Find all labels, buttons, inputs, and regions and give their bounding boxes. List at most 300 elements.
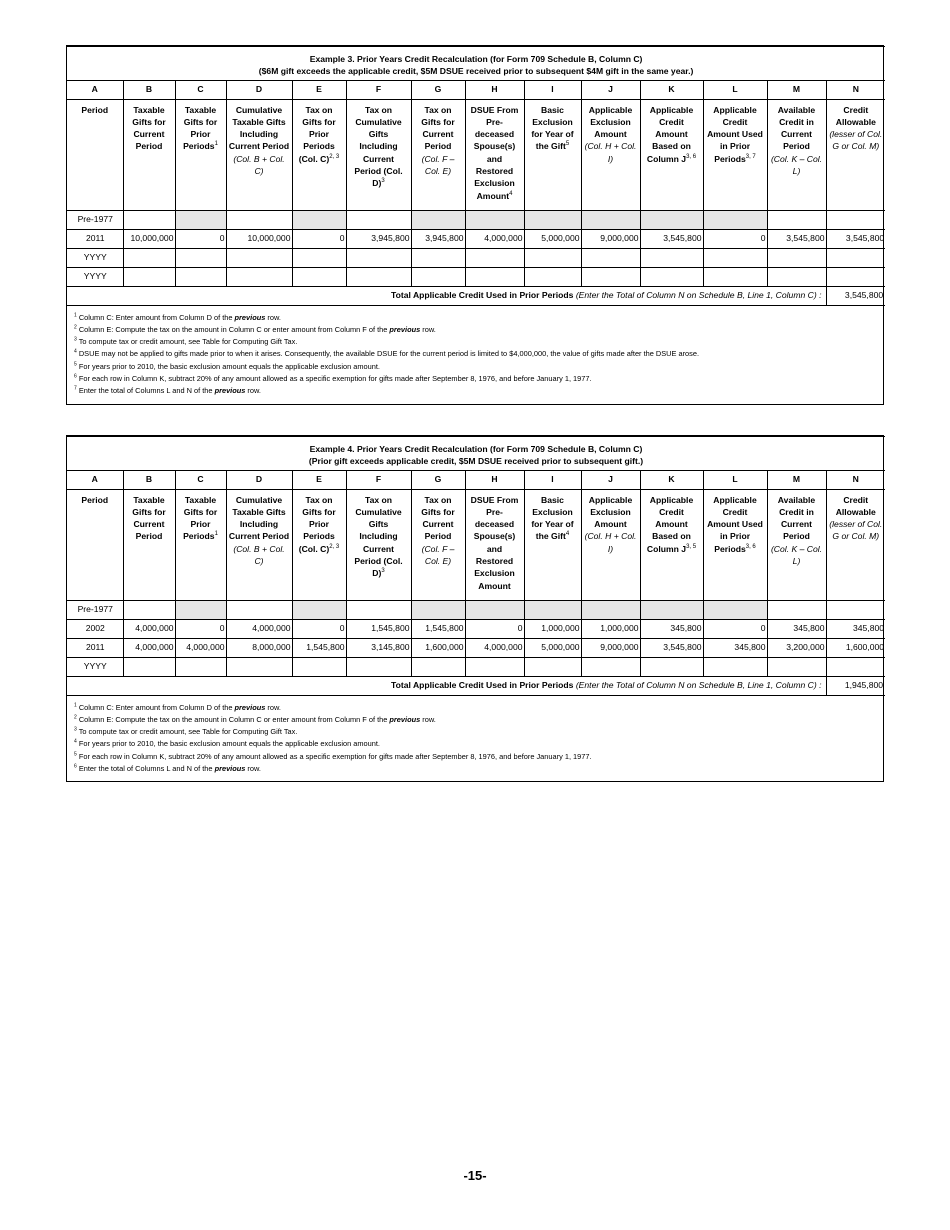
table-cell — [465, 210, 524, 229]
table-cell: 0 — [465, 619, 524, 638]
footnote-ref: 3 — [381, 178, 385, 185]
example-4-table — [66, 435, 884, 782]
column-letter: G — [411, 470, 465, 489]
column-header — [581, 99, 640, 210]
table-cell — [411, 657, 465, 676]
total-instruction: (Enter the Total of Column N on Schedule B, Line 1, Column C) : — [575, 680, 822, 691]
column-letter: H — [465, 80, 524, 99]
footnote-emphasis: previous — [389, 714, 421, 724]
table-cell — [175, 248, 226, 267]
table-cell — [581, 267, 640, 286]
column-letter: A — [67, 470, 123, 489]
footnote-emphasis: previous — [214, 386, 246, 396]
footnote-text-end: row. — [420, 324, 436, 334]
footnote-ref: 1 — [214, 531, 218, 538]
column-header — [226, 99, 292, 210]
total-label — [67, 286, 826, 305]
column-header — [767, 99, 826, 210]
column-letter: J — [581, 80, 640, 99]
header-label: Basic Exclusion for Year of the Gift — [531, 104, 574, 152]
column-letter: N — [826, 80, 885, 99]
footnote-text: For each row in Column K, subtract 20% of any amount allowed as a specific exemption for gifts made after September 8, 1976, and before January 1, 1977. — [78, 751, 592, 761]
table-cell — [524, 600, 581, 619]
footnote-number: 5 — [74, 751, 77, 758]
page-number: -15- — [463, 1168, 487, 1183]
table-cell — [175, 267, 226, 286]
column-letter: A — [67, 80, 123, 99]
table-cell: 4,000,000 — [175, 638, 226, 657]
credit-table — [67, 46, 885, 306]
table-cell — [524, 657, 581, 676]
period-cell: Pre-1977 — [67, 600, 123, 619]
table-cell: 1,000,000 — [581, 619, 640, 638]
table-cell: 3,200,000 — [767, 638, 826, 657]
footnote-text: Column E: Compute the tax on the amount in Column C or enter amount from Column F of the — [78, 714, 390, 724]
table-cell — [524, 248, 581, 267]
title-line-2: (Prior gift exceeds applicable credit, $5M DSUE received prior to subsequent gift.) — [308, 456, 644, 467]
footnote — [74, 324, 878, 336]
footnote — [74, 714, 878, 726]
footnote — [74, 361, 878, 373]
header-label: Applicable Exclusion Amount — [588, 104, 633, 140]
footnote-text: For each row in Column K, subtract 20% of any amount allowed as a specific exemption for gifts made after September 8, 1976, and before January 1, 1977. — [78, 374, 592, 384]
footnote-number: 7 — [74, 385, 77, 392]
table-cell — [411, 210, 465, 229]
column-header — [292, 99, 346, 210]
column-header — [826, 489, 885, 600]
footnote — [74, 312, 878, 324]
column-letter: M — [767, 80, 826, 99]
table-cell — [581, 210, 640, 229]
period-cell: YYYY — [67, 267, 123, 286]
total-label-text: Total Applicable Credit Used in Prior Periods — [391, 290, 574, 301]
example-3-table — [66, 45, 884, 405]
column-letter: M — [767, 470, 826, 489]
header-label: Cumulative Taxable Gifts Including Current Period — [228, 494, 290, 542]
header-label: DSUE From Pre-deceased Spouse(s) and Restored Exclusion Amount — [470, 104, 519, 201]
footnote-ref: 4 — [509, 190, 513, 197]
table-row — [67, 619, 885, 638]
table-cell — [826, 600, 885, 619]
table-cell — [826, 267, 885, 286]
footnote — [74, 373, 878, 385]
table-row — [67, 267, 885, 286]
footnote-emphasis: previous — [214, 764, 246, 774]
table-cell — [346, 210, 411, 229]
table-cell — [767, 600, 826, 619]
column-header — [767, 489, 826, 600]
table-row — [67, 210, 885, 229]
title-line-1: Example 4. Prior Years Credit Recalculation (for Form 709 Schedule B, Column C) — [309, 444, 643, 454]
footnote — [74, 348, 878, 360]
footnote-ref: 3, 5 — [686, 543, 697, 550]
header-formula: (Col. H + Col. I) — [584, 141, 637, 164]
column-header — [175, 99, 226, 210]
table-cell — [640, 210, 703, 229]
table-cell — [465, 248, 524, 267]
column-letter: D — [226, 80, 292, 99]
footnote-number: 2 — [74, 324, 77, 331]
period-cell: 2011 — [67, 638, 123, 657]
table-cell — [292, 210, 346, 229]
table-cell — [640, 267, 703, 286]
table-cell — [175, 657, 226, 676]
column-letter: E — [292, 80, 346, 99]
footnote-number: 4 — [74, 739, 77, 746]
table-cell: 0 — [292, 619, 346, 638]
footnote-ref: 3, 6 — [686, 153, 697, 160]
column-header — [465, 99, 524, 210]
column-letter: L — [703, 80, 767, 99]
column-letter: K — [640, 80, 703, 99]
footnote-number: 2 — [74, 714, 77, 721]
footnote-ref: 4 — [565, 531, 570, 538]
table-cell: 0 — [703, 229, 767, 248]
header-label: Taxable Gifts for Prior Periods — [183, 104, 218, 152]
column-header — [123, 99, 175, 210]
footnote-number: 6 — [74, 763, 77, 770]
table-cell — [292, 248, 346, 267]
table-cell — [123, 657, 175, 676]
period-cell: YYYY — [67, 248, 123, 267]
table-cell — [640, 657, 703, 676]
table-cell — [465, 600, 524, 619]
footnotes — [67, 696, 883, 782]
header-label: Basic Exclusion for Year of the Gift — [531, 494, 574, 542]
table-cell: 4,000,000 — [123, 638, 175, 657]
header-formula: (Col. F – Col. E) — [421, 543, 455, 567]
table-cell — [703, 600, 767, 619]
footnote — [74, 738, 878, 750]
table-row — [67, 638, 885, 657]
table-cell: 345,800 — [640, 619, 703, 638]
column-header — [226, 489, 292, 600]
total-row — [67, 286, 885, 305]
table-cell — [346, 657, 411, 676]
header-label: Credit Allowable — [835, 494, 876, 517]
column-header — [581, 489, 640, 600]
title-line-2: ($6M gift exceeds the applicable credit, $5M DSUE received prior to subsequent $4M gift in the same year.) — [258, 66, 694, 77]
column-header — [292, 489, 346, 600]
table-cell: 9,000,000 — [581, 638, 640, 657]
column-letter: B — [123, 470, 175, 489]
column-header — [703, 99, 767, 210]
table-cell: 4,000,000 — [226, 619, 292, 638]
header-label: Taxable Gifts for Current Period — [132, 494, 166, 542]
footnote-ref: 1 — [214, 141, 218, 148]
footnote-ref: 3, 7 — [745, 153, 756, 160]
column-header — [346, 489, 411, 600]
footnote — [74, 702, 878, 714]
table-cell — [175, 600, 226, 619]
table-cell — [346, 267, 411, 286]
column-letter: D — [226, 470, 292, 489]
header-formula: (lesser of Col. G or Col. M) — [829, 519, 883, 542]
header-label: Applicable Exclusion Amount — [588, 494, 633, 530]
column-header — [123, 489, 175, 600]
column-header — [67, 489, 123, 600]
header-label: Cumulative Taxable Gifts Including Current Period — [228, 104, 290, 152]
table-cell — [767, 210, 826, 229]
header-formula: (Col. B + Col. C) — [233, 543, 285, 567]
table-row — [67, 600, 885, 619]
table-cell — [346, 248, 411, 267]
column-header — [524, 99, 581, 210]
table-cell: 5,000,000 — [524, 638, 581, 657]
column-letter: C — [175, 470, 226, 489]
footnote-emphasis: previous — [234, 702, 266, 712]
table-cell: 3,545,800 — [640, 638, 703, 657]
table-cell — [703, 267, 767, 286]
table-cell: 4,000,000 — [465, 229, 524, 248]
table-cell: 5,000,000 — [524, 229, 581, 248]
column-header — [524, 489, 581, 600]
column-letter-row — [67, 80, 885, 99]
period-cell: Pre-1977 — [67, 210, 123, 229]
footnote-text: Column C: Enter amount from Column D of the — [78, 702, 235, 712]
footnote-text: To compute tax or credit amount, see Table for Computing Gift Tax. — [78, 727, 298, 737]
table-cell: 3,545,800 — [826, 229, 885, 248]
table-cell: 3,945,800 — [411, 229, 465, 248]
footnote — [74, 763, 878, 775]
table-cell — [411, 267, 465, 286]
column-header-row — [67, 489, 885, 600]
footnote-text: For years prior to 2010, the basic exclusion amount equals the applicable exclusion amount. — [78, 739, 380, 749]
footnote-emphasis: previous — [389, 324, 421, 334]
table-cell — [226, 657, 292, 676]
header-formula: (Col. H + Col. I) — [584, 531, 637, 554]
footnote-text-end: row. — [245, 764, 261, 774]
table-cell — [123, 210, 175, 229]
column-letter: B — [123, 80, 175, 99]
table-cell: 1,545,800 — [292, 638, 346, 657]
table-cell: 345,800 — [703, 638, 767, 657]
table-cell: 10,000,000 — [226, 229, 292, 248]
table-cell — [826, 248, 885, 267]
footnote-text: DSUE may not be applied to gifts made prior to when it arises. Consequently, the available DSUE for the current period is limited to $4,000,000, the value of gifts made after the DSUE arose. — [78, 349, 700, 359]
total-label-text: Total Applicable Credit Used in Prior Periods — [391, 680, 574, 691]
column-letter: G — [411, 80, 465, 99]
table-cell — [226, 267, 292, 286]
footnote-number: 3 — [74, 726, 77, 733]
table-cell — [524, 210, 581, 229]
table-cell: 4,000,000 — [465, 638, 524, 657]
total-value: 3,545,800 — [826, 286, 885, 305]
footnote — [74, 726, 878, 738]
table-cell — [703, 657, 767, 676]
column-header — [640, 489, 703, 600]
footnote-text: For years prior to 2010, the basic exclusion amount equals the applicable exclusion amount. — [78, 361, 380, 371]
table-cell — [826, 657, 885, 676]
column-letter: K — [640, 470, 703, 489]
header-formula: (Col. B + Col. C) — [233, 153, 285, 177]
table-cell: 3,945,800 — [346, 229, 411, 248]
column-header-row — [67, 99, 885, 210]
column-letter: I — [524, 80, 581, 99]
table-cell: 0 — [703, 619, 767, 638]
header-label: Applicable Credit Amount Used in Prior Periods — [707, 494, 763, 554]
table-cell — [640, 600, 703, 619]
table-cell: 4,000,000 — [123, 619, 175, 638]
header-label: Tax on Gifts for Current Period — [421, 104, 455, 152]
table-cell — [346, 600, 411, 619]
column-letter: C — [175, 80, 226, 99]
column-letter: L — [703, 470, 767, 489]
table-cell: 345,800 — [826, 619, 885, 638]
footnote-text-end: row. — [265, 312, 281, 322]
credit-table — [67, 436, 885, 696]
table-cell: 10,000,000 — [123, 229, 175, 248]
table-row — [67, 229, 885, 248]
footnote-text: Column E: Compute the tax on the amount in Column C or enter amount from Column F of the — [78, 324, 390, 334]
column-header — [826, 99, 885, 210]
header-label: Tax on Gifts for Current Period — [421, 494, 455, 542]
header-label: Taxable Gifts for Prior Periods — [183, 494, 218, 542]
column-letter: N — [826, 470, 885, 489]
footnote — [74, 751, 878, 763]
footnote-number: 1 — [74, 702, 77, 709]
footnote-emphasis: previous — [234, 312, 266, 322]
column-letter-row — [67, 470, 885, 489]
header-label: Applicable Credit Amount Based on Column J — [646, 494, 694, 554]
table-cell — [767, 657, 826, 676]
footnote-text: Enter the total of Columns L and N of the — [78, 764, 215, 774]
table-title — [67, 47, 885, 81]
footnote-ref: 5 — [565, 141, 570, 148]
table-cell: 1,545,800 — [346, 619, 411, 638]
footnote-ref: 3, 6 — [745, 543, 756, 550]
footnote-number: 4 — [74, 349, 77, 356]
header-formula: (Col. F – Col. E) — [421, 153, 455, 177]
table-cell — [292, 600, 346, 619]
table-cell — [826, 210, 885, 229]
table-cell — [524, 267, 581, 286]
table-cell: 0 — [175, 619, 226, 638]
footnote-number: 1 — [74, 312, 77, 319]
header-label: Taxable Gifts for Current Period — [132, 104, 166, 152]
footnote-number: 6 — [74, 373, 77, 380]
column-letter: I — [524, 470, 581, 489]
header-label: Tax on Cumulative Gifts Including Current Period (Col. D) — [354, 494, 403, 579]
footnote — [74, 336, 878, 348]
footnote-ref: 2, 3 — [329, 543, 340, 550]
footnote-ref: 2, 3 — [329, 153, 340, 160]
table-cell — [123, 600, 175, 619]
header-label: Tax on Gifts for Prior Periods (Col. C) — [298, 104, 336, 164]
table-cell — [123, 248, 175, 267]
table-cell: 3,545,800 — [767, 229, 826, 248]
table-cell — [703, 210, 767, 229]
header-label: Available Credit in Current Period — [777, 104, 816, 152]
table-cell: 1,000,000 — [524, 619, 581, 638]
table-cell — [175, 210, 226, 229]
table-cell — [411, 248, 465, 267]
header-formula: (lesser of Col. G or Col. M) — [829, 129, 883, 152]
table-cell — [767, 248, 826, 267]
total-label — [67, 676, 826, 695]
column-letter: H — [465, 470, 524, 489]
column-header — [346, 99, 411, 210]
column-header — [640, 99, 703, 210]
header-formula: (Col. K – Col. L) — [770, 543, 823, 567]
table-cell — [581, 657, 640, 676]
footnote-ref: 3 — [381, 568, 385, 575]
table-cell: 1,600,000 — [826, 638, 885, 657]
table-cell — [226, 248, 292, 267]
table-cell: 3,545,800 — [640, 229, 703, 248]
table-cell — [292, 267, 346, 286]
header-formula: (Col. K – Col. L) — [770, 153, 823, 177]
table-row — [67, 248, 885, 267]
table-cell: 345,800 — [767, 619, 826, 638]
header-label: Tax on Cumulative Gifts Including Current Period (Col. D) — [354, 104, 403, 189]
table-cell: 0 — [292, 229, 346, 248]
total-instruction: (Enter the Total of Column N on Schedule B, Line 1, Column C) : — [575, 290, 822, 301]
header-label: DSUE From Pre-deceased Spouse(s) and Restored Exclusion Amount — [470, 494, 519, 591]
footnote-number: 3 — [74, 336, 77, 343]
footnote — [74, 385, 878, 397]
column-header — [465, 489, 524, 600]
table-cell: 3,145,800 — [346, 638, 411, 657]
column-letter: F — [346, 80, 411, 99]
header-label: Tax on Gifts for Prior Periods (Col. C) — [298, 494, 336, 554]
header-label: Period — [81, 104, 109, 115]
table-cell — [226, 210, 292, 229]
table-cell: 9,000,000 — [581, 229, 640, 248]
table-title — [67, 437, 885, 471]
footnote-text: To compute tax or credit amount, see Table for Computing Gift Tax. — [78, 337, 298, 347]
header-label: Available Credit in Current Period — [777, 494, 816, 542]
column-header — [411, 99, 465, 210]
column-letter: E — [292, 470, 346, 489]
footnote-text-end: row. — [420, 714, 436, 724]
column-header — [67, 99, 123, 210]
footnote-text: Enter the total of Columns L and N of the — [78, 386, 215, 396]
column-header — [411, 489, 465, 600]
header-label: Applicable Credit Amount Used in Prior Periods — [707, 104, 763, 164]
table-cell: 0 — [175, 229, 226, 248]
footnote-text: Column C: Enter amount from Column D of the — [78, 312, 235, 322]
header-label: Applicable Credit Amount Based on Column J — [646, 104, 694, 164]
table-cell — [465, 267, 524, 286]
column-letter: F — [346, 470, 411, 489]
period-cell: 2011 — [67, 229, 123, 248]
table-cell — [581, 248, 640, 267]
table-cell — [581, 600, 640, 619]
table-cell — [465, 657, 524, 676]
period-cell: 2002 — [67, 619, 123, 638]
period-cell: YYYY — [67, 657, 123, 676]
table-cell — [292, 657, 346, 676]
table-cell — [640, 248, 703, 267]
table-cell — [226, 600, 292, 619]
table-cell — [123, 267, 175, 286]
footnotes — [67, 306, 883, 404]
table-cell: 1,600,000 — [411, 638, 465, 657]
column-header — [175, 489, 226, 600]
table-cell — [767, 267, 826, 286]
footnote-text-end: row. — [245, 386, 261, 396]
title-line-1: Example 3. Prior Years Credit Recalculation (for Form 709 Schedule B, Column C) — [309, 54, 643, 64]
table-cell — [411, 600, 465, 619]
footnote-text-end: row. — [265, 702, 281, 712]
header-label: Period — [81, 494, 109, 505]
column-header — [703, 489, 767, 600]
table-cell: 8,000,000 — [226, 638, 292, 657]
table-row — [67, 657, 885, 676]
total-value: 1,945,800 — [826, 676, 885, 695]
column-letter: J — [581, 470, 640, 489]
